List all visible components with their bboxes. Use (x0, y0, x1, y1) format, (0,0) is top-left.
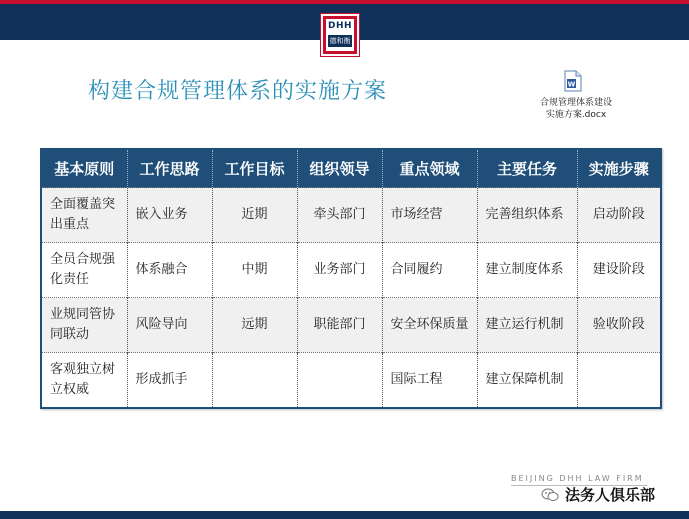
table-cell: 体系融合 (127, 243, 212, 298)
wechat-watermark (541, 484, 655, 505)
table-cell: 建立制度体系 (477, 243, 577, 298)
table-cell: 风险导向 (127, 298, 212, 353)
table-row (42, 298, 660, 353)
attachment-filename-line1: 合规管理体系建设 (539, 98, 612, 108)
table-cell: 启动阶段 (577, 188, 660, 243)
table-row (42, 243, 660, 298)
table-cell: 合同履约 (382, 243, 477, 298)
svg-text:W: W (567, 80, 576, 89)
table-cell: 验收阶段 (577, 298, 660, 353)
wechat-account-name: 法务人俱乐部 (565, 486, 656, 504)
column-header: 重点领域 (382, 150, 477, 188)
wechat-icon (541, 488, 559, 502)
table-cell: 客观独立树立权威 (42, 353, 127, 408)
table-cell: 全员合规强化责任 (42, 243, 127, 298)
table-cell: 业务部门 (297, 243, 382, 298)
slide-title: 构建合规管理体系的实施方案 (88, 79, 388, 104)
table-cell: 近期 (212, 188, 297, 243)
table-cell: 形成抓手 (127, 353, 212, 408)
table-row (42, 188, 660, 243)
logo-text: DHH (327, 21, 353, 31)
column-header: 基本原则 (42, 150, 127, 188)
bottom-bar (0, 511, 689, 519)
attachment-filename[interactable] (532, 97, 620, 121)
table-cell: 安全环保质量 (382, 298, 477, 353)
column-header: 工作目标 (212, 150, 297, 188)
table-cell: 全面覆盖突出重点 (42, 188, 127, 243)
table-cell: 中期 (212, 243, 297, 298)
table-cell: 职能部门 (297, 298, 382, 353)
logo-subtext: 德和衡 (329, 37, 351, 45)
table-cell: 牵头部门 (297, 188, 382, 243)
table-header-row (42, 150, 660, 188)
table-cell: 建设阶段 (577, 243, 660, 298)
table-cell (212, 353, 297, 408)
table-cell: 业规同管协同联动 (42, 298, 127, 353)
column-header: 工作思路 (127, 150, 212, 188)
table-cell: 远期 (212, 298, 297, 353)
table-cell: 市场经营 (382, 188, 477, 243)
table-cell: 完善组织体系 (477, 188, 577, 243)
column-header: 组织领导 (297, 150, 382, 188)
firm-logo (321, 14, 359, 56)
column-header: 实施步骤 (577, 150, 660, 188)
table-cell (577, 353, 660, 408)
table-cell: 建立保障机制 (477, 353, 577, 408)
table-cell: 建立运行机制 (477, 298, 577, 353)
column-header: 主要任务 (477, 150, 577, 188)
plan-table (40, 148, 662, 409)
attachment-filename-line2: 实施方案.docx (545, 110, 607, 120)
word-document-icon[interactable] (564, 70, 582, 92)
firm-name: BEIJING DHH LAW FIRM (511, 474, 644, 483)
table-cell: 嵌入业务 (127, 188, 212, 243)
table-cell (297, 353, 382, 408)
table-cell: 国际工程 (382, 353, 477, 408)
table-row (42, 353, 660, 408)
